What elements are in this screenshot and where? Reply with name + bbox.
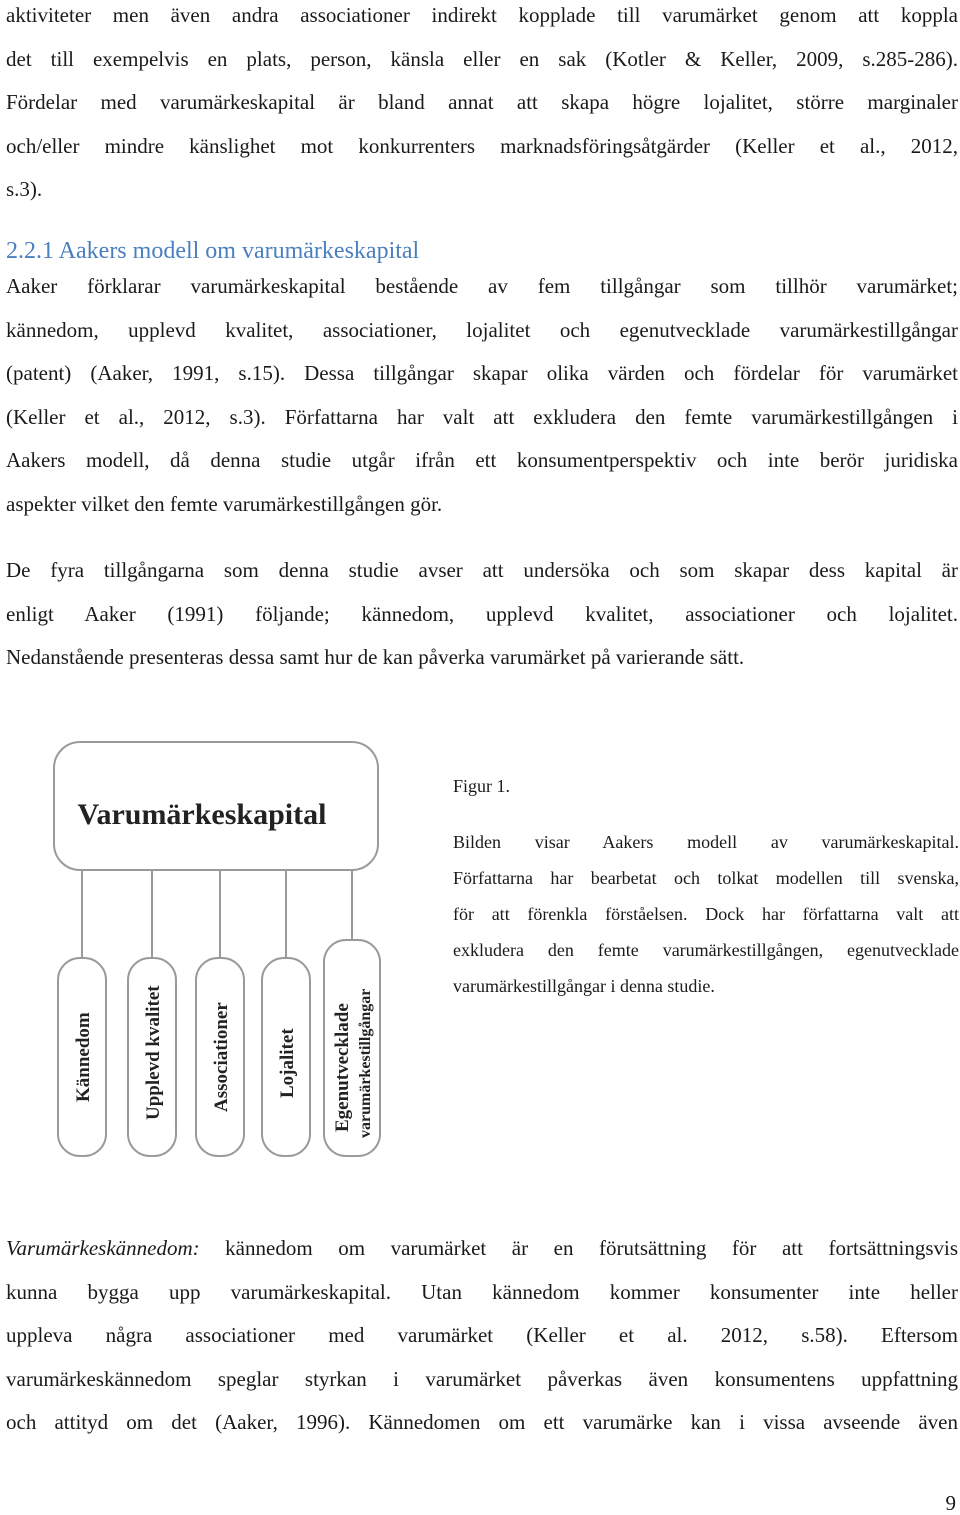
text-line: s.3). (6, 177, 43, 202)
text-line: och attityd om det (Aaker, 1996). Kännedomen om ett varumärke kan i vissa avseende även (6, 1410, 958, 1435)
text-line: kunna bygga upp varumärkeskapital. Utan kännedom kommer konsumenter inte heller (6, 1279, 958, 1304)
page-number: 9 (945, 1491, 956, 1515)
term-definition: kännedom om varumärket är en förutsättning för att fortsättningsvis (199, 1236, 958, 1260)
text-line: Aaker förklarar varumärkeskapital bestående av fem tillgångar som tillhör varumärket; (6, 274, 958, 298)
brand-equity-diagram (52, 740, 382, 1160)
figure-caption-line: Bilden visar Aakers modell av varumärkeskapital. (453, 832, 959, 852)
figure-caption-line: exkludera den femte varumärkestillgången, egenutvecklade (453, 940, 959, 960)
text-line: aspekter vilket den femte varumärkestillgången gör. (6, 491, 443, 516)
text-line: Nedanstående presenteras dessa samt hur de kan påverka varumärket på varierande sätt. (6, 645, 745, 670)
paragraph-brand-awareness (6, 1227, 958, 1445)
figure-caption-line: Författarna har bearbetat och tolkat modellen till svenska, (453, 868, 959, 888)
text-line: varumärkeskännedom speglar styrkan i varumärket påverkas även konsumentens uppfattning (6, 1366, 958, 1391)
text-line: aktiviteter men även andra associationer indirekt kopplade till varumärket genom att koppla (6, 3, 958, 27)
pillar-label-associationer: Associationer (211, 1002, 232, 1112)
text-line: De fyra tillgångarna som denna studie avser att undersöka och som skapar dess kapital är (6, 558, 958, 582)
text-line: enligt Aaker (1991) följande; kännedom, upplevd kvalitet, associationer och lojalitet. (6, 601, 958, 626)
text-line: (Keller et al., 2012, s.3). Författarna har valt att exkludera den femte varumärkestillgången i (6, 404, 958, 429)
figure-caption-line: varumärkestillgångar i denna studie. (453, 976, 715, 996)
text-line: Fördelar med varumärkeskapital är bland annat att skapa högre lojalitet, större marginaler (6, 90, 958, 115)
paragraph-four-assets (6, 549, 958, 680)
text-line: det till exempelvis en plats, person, känsla eller en sak (Kotler & Keller, 2009, s.285-286). (6, 46, 958, 71)
term-label: Varumärkeskännedom: (6, 1236, 200, 1260)
text-line: kännedom, upplevd kvalitet, associationer, lojalitet och egenutvecklade varumärkestillgångar (6, 317, 958, 342)
figure-caption (453, 768, 959, 1004)
paragraph-intro (6, 0, 958, 212)
figure-title: Varumärkeskapital (77, 798, 327, 831)
text-line (6, 1227, 958, 1271)
text-line: och/eller mindre känslighet mot konkurrenters marknadsföringsåtgärder (Keller et al., 2012, (6, 133, 958, 158)
pillar-label-kannedom: Kännedom (73, 1012, 94, 1102)
text-line: Aakers modell, då denna studie utgår ifrån ett konsumentperspektiv och inte berör juridiska (6, 448, 958, 473)
figure-connectors (82, 870, 352, 958)
pillar-label-egenutvecklade-1: Egenutvecklade (332, 1003, 353, 1132)
text-line: uppleva några associationer med varumärket (Keller et al. 2012, s.58). Eftersom (6, 1323, 958, 1348)
section-heading: 2.2.1 Aakers modell om varumärkeskapital (6, 238, 420, 264)
figure-caption-line: för att förenkla förståelsen. Dock har författarna valt att (453, 904, 959, 924)
pillar-label-upplevd-kvalitet: Upplevd kvalitet (143, 985, 164, 1120)
pillar-label-egenutvecklade-2: varumärkestillgångar (357, 988, 374, 1138)
paragraph-aaker-model (6, 265, 958, 527)
brand-equity-figure (52, 740, 382, 1160)
figure-caption-title: Figur 1. (453, 776, 511, 796)
text-line: (patent) (Aaker, 1991, s.15). Dessa tillgångar skapar olika värden och fördelar för varumärket (6, 361, 958, 386)
pillar-label-lojalitet: Lojalitet (277, 1028, 298, 1098)
